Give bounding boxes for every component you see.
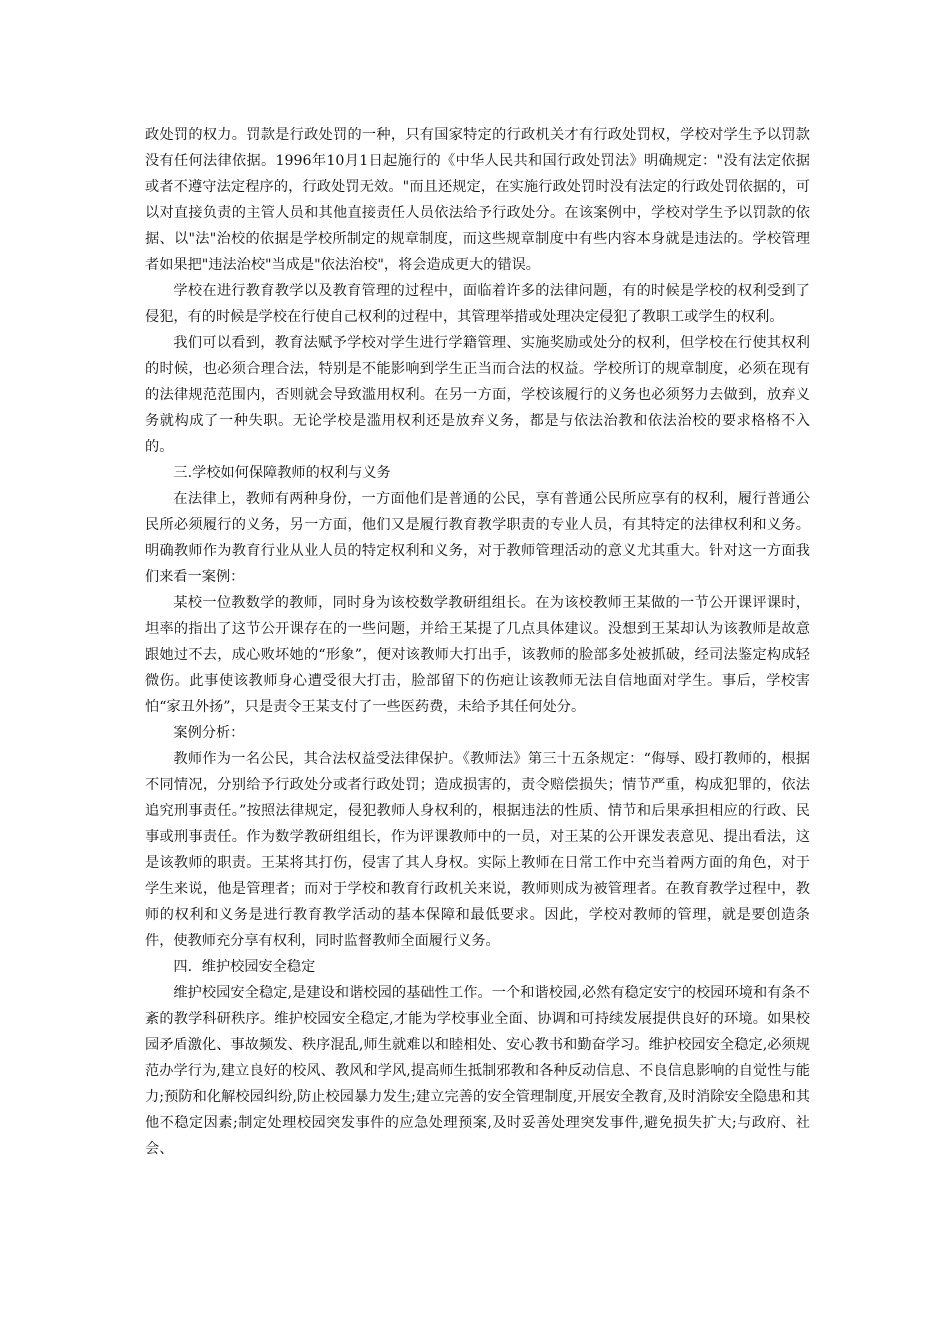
- paragraph-2: 学校在进行教育教学以及教育管理的过程中，面临着许多的法律问题，有的时候是学校的权利受到了侵犯，有的时候是学校在行使自己权利的过程中，其管理举措或处理决定侵犯了教职工或学生的权利。: [145, 283, 810, 325]
- paragraph-4: 在法律上，教师有两种身份，一方面他们是普通的公民，享有普通公民所应享有的权利，履行普通公民所必须履行的义务，另一方面，他们又是履行教育教学职责的专业人员，有其特定的法律权利和义务。明确教师作为教育行业从业人员的特定权利和义务，对于教师管理活动的意义尤其重大。针对这一方面我们来看一案例：: [145, 491, 810, 585]
- case-analysis-label: 案例分析：: [173, 725, 245, 741]
- section-heading-3: 三.学校如何保障教师的权利与义务: [173, 465, 391, 481]
- paragraph-5: 某校一位教数学的教师，同时身为该校数学教研组组长。在为该校教师王某做的一节公开课评课时，坦率的指出了这节公开课存在的一些问题，并给王某提了几点具体建议。没想到王某却认为该教师是故意跟她过不去，成心败坏她的“形象”，便对该教师大打出手，该教师的脸部多处被抓破，经司法鉴定构成轻微伤。此事使该教师身心遭受很大打击，脸部留下的伤疤让该教师无法自信地面对学生。事后，学校害怕“家丑外扬”，只是责令王某支付了一些医药费，未给予其任何处分。: [145, 595, 810, 715]
- section-heading-4: 四．维护校园安全稳定: [173, 959, 316, 975]
- paragraph-7: 维护校园安全稳定,是建设和谐校园的基础性工作。一个和谐校园,必然有稳定安宁的校园环境和有条不紊的教学科研秩序。维护校园安全稳定,才能为学校事业全面、协调和可持续发展提供良好的环境。如果校园矛盾激化、事故频发、秩序混乱,师生就难以和睦相处、安心教书和勤奋学习。维护校园安全稳定,必须规范办学行为,建立良好的校风、教风和学风,提高师生抵制邪教和各种反动信息、不良信息影响的自觉性与能力;预防和化解校园纠纷,防止校园暴力发生;建立完善的安全管理制度,开展安全教育,及时消除安全隐患和其他不稳定因素;制定处理校园突发事件的应急处理预案,及时妥善处理突发事件,避免损失扩大;与政府、社会、: [145, 985, 810, 1157]
- paragraph-3: 我们可以看到，教育法赋予学校对学生进行学籍管理、实施奖励或处分的权利，但学校在行使其权利的时候，也必须合理合法，特别是不能影响到学生正当而合法的权益。学校所订的规章制度，必须在现有的法律规范范围内，否则就会导致滥用权利。在另一方面，学校该履行的义务也必须努力去做到，放弃义务就构成了一种失职。无论学校是滥用权利还是放弃义务，都是与依法治教和依法治校的要求格格不入的。: [145, 335, 810, 455]
- paragraph-6: 教师作为一名公民，其合法权益受法律保护。《教师法》第三十五条规定：“侮辱、殴打教师的，根据不同情况，分别给予行政处分或者行政处罚；造成损害的，责令赔偿损失；情节严重，构成犯罪的，依法追究刑事责任。”按照法律规定，侵犯教师人身权利的，根据违法的性质、情节和后果承担相应的行政、民事或刑事责任。作为数学教研组组长，作为评课教师中的一员，对王某的公开课发表意见、提出看法，这是该教师的职责。王某将其打伤，侵害了其人身权。实际上教师在日常工作中充当着两方面的角色，对于学生来说，他是管理者；而对于学校和教育行政机关来说，教师则成为被管理者。在教育教学过程中，教师的权利和义务是进行教育教学活动的基本保障和最低要求。因此，学校对教师的管理，就是要创造条件，使教师充分享有权利，同时监督教师全面履行义务。: [145, 751, 810, 949]
- paragraph-1: 政处罚的权力。罚款是行政处罚的一种，只有国家特定的行政机关才有行政处罚权，学校对学生予以罚款没有任何法律依据。1996年10月1日起施行的《中华人民共和国行政处罚法》明确规定："没有法定依据或者不遵守法定程序的，行政处罚无效。"而且还规定，在实施行政处罚时没有法定的行政处罚依据的，可以对直接负责的主管人员和其他直接责任人员依法给予行政处分。在该案例中，学校对学生予以罚款的依据、以"法"治校的依据是学校所制定的规章制度，而这些规章制度中有些内容本身就是违法的。学校管理者如果把"违法治校"当成是"依法治校"，将会造成更大的错误。: [145, 127, 810, 273]
- document-page: [145, 122, 810, 1162]
